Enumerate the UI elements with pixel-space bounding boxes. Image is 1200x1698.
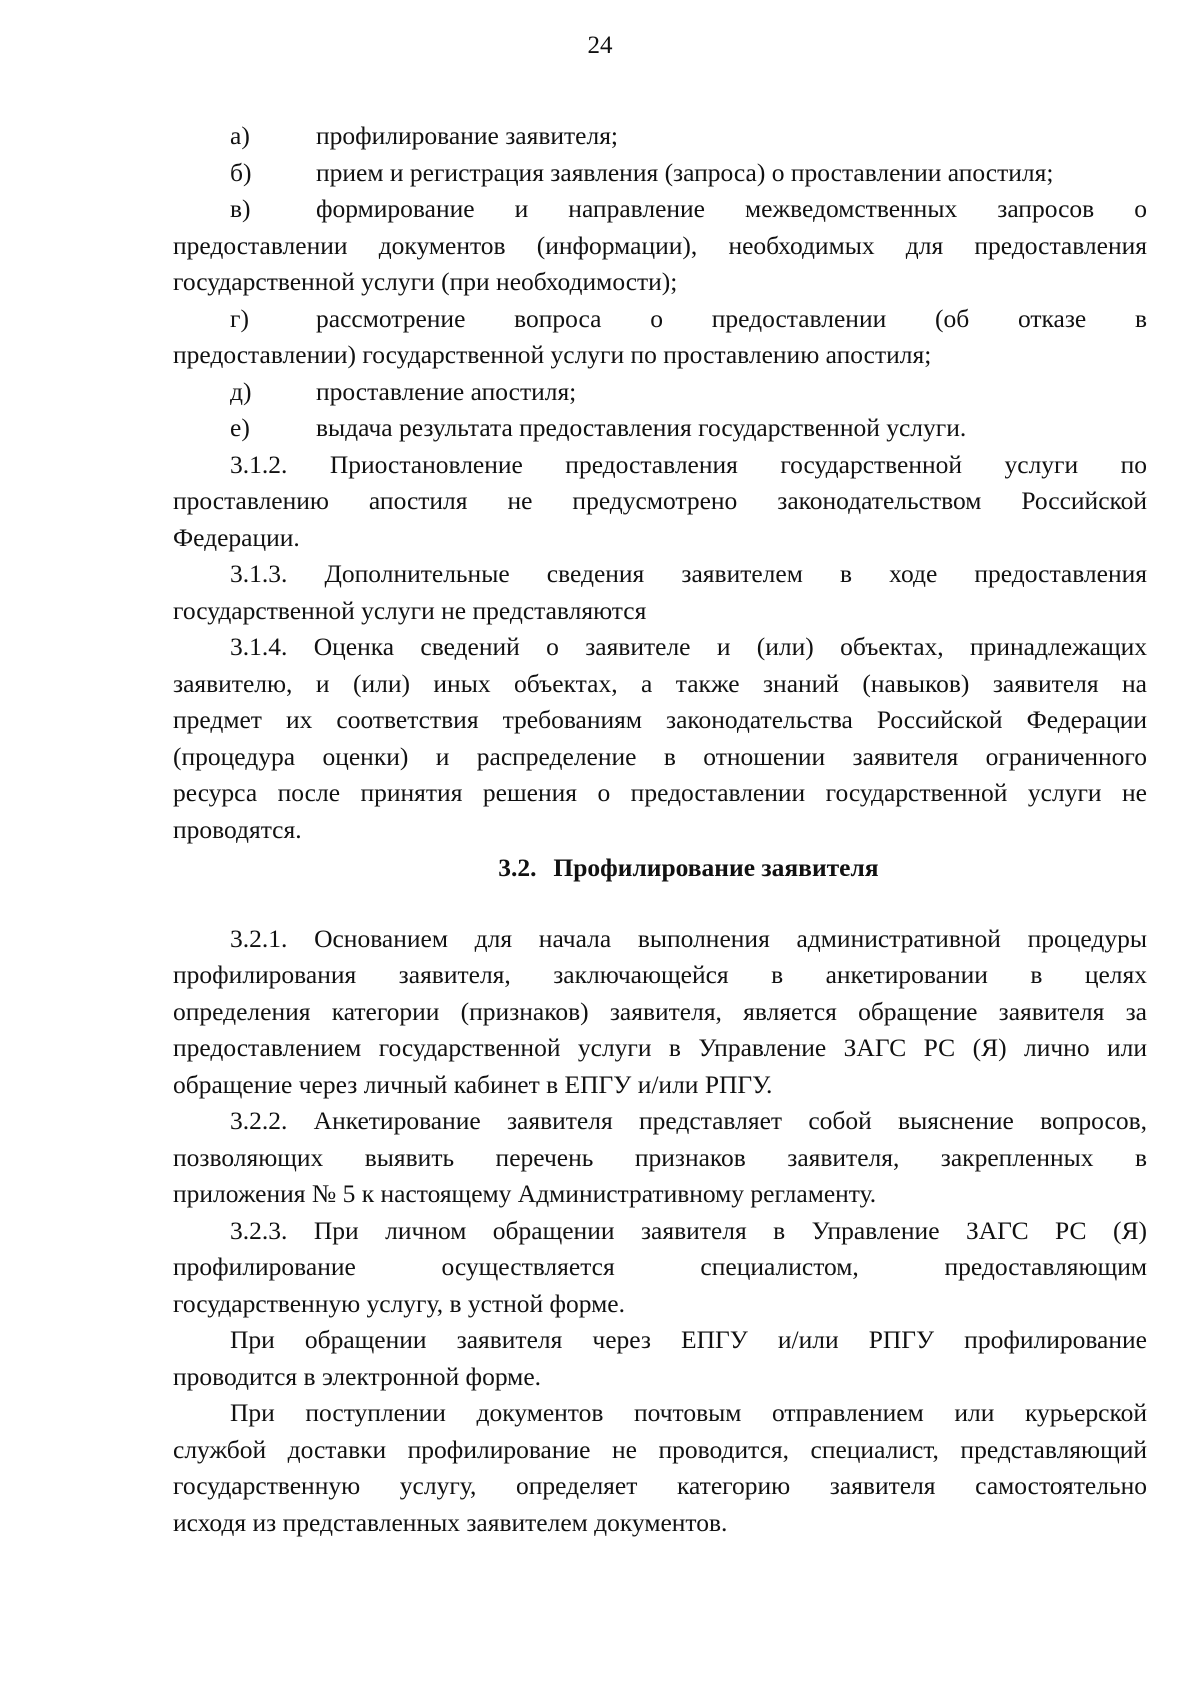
list-text: профилирование заявителя; [316,121,619,150]
text-line: проставлению апостиля не предусмотрено законодательством Российской [173,486,1147,515]
text-line: проводится в электронной форме. [173,1361,542,1391]
text-line: ресурса после принятия решения о предоставлении государственной услуги не [173,778,1147,807]
text-line: государственной услуги (при необходимости); [173,267,678,296]
list-marker: а) [230,121,250,150]
text-line: государственную услугу, определяет категорию заявителя самостоятельно [173,1471,1147,1500]
text-line: предоставлении документов (информации), необходимых для предоставления [173,230,1147,260]
paragraph-postal: При поступлении документов почтовым отправлением или курьерской [230,1398,1147,1427]
page-number: 24 [587,32,613,59]
list-item-d [173,374,1147,411]
list-item-e [173,410,1147,447]
paragraph-3-2-3: 3.2.3. При личном обращении заявителя в Управление ЗАГС РС (Я) [230,1215,1147,1245]
list-marker: б) [230,157,252,187]
paragraph-3-1-3: 3.1.3. Дополнительные сведения заявителем в ходе предоставления [230,559,1147,588]
text-line: предоставлении) государственной услуги по проставлению апостиля; [173,340,932,369]
text-line: исходя из представленных заявителем документов. [173,1507,728,1537]
section-title: Профилирование заявителя [553,853,879,882]
text-line: заявителю, и (или) иных объектах, а также знаний (навыков) заявителя на [173,668,1147,698]
list-text: прием и регистрация заявления (запроса) о проставлении апостиля; [316,157,1054,187]
list-text: проставление апостиля; [316,376,577,406]
list-marker: в) [230,194,251,223]
paragraph-epgu: При обращении заявителя через ЕПГУ и/или РПГУ профилирование [230,1325,1147,1354]
section-heading [173,850,1147,887]
text-line: государственную услугу, в устной форме. [173,1288,625,1318]
text-line: проводятся. [173,814,302,844]
text-line: службой доставки профилирование не проводится, специалист, представляющий [173,1434,1147,1464]
text-line: государственной услуги не представляются [173,595,647,625]
document-body [173,118,1147,1541]
text-line: Федерации. [173,522,300,552]
text-line: профилирования заявителя, заключающейся в анкетировании в целях [173,960,1147,989]
list-text: выдача результата предоставления государственной услуги. [316,413,967,442]
text-line: (процедура оценки) и распределение в отношении заявителя ограниченного [173,741,1147,771]
text-line: предмет их соответствия требованиям законодательства Российской Федерации [173,705,1147,734]
list-text: рассмотрение вопроса о предоставлении (об отказе в [316,303,1147,333]
list-marker: е) [230,413,250,442]
list-item-v [173,191,1147,228]
list-marker: д) [230,376,252,406]
list-marker: г) [230,303,249,333]
list-item-b [173,155,1147,192]
list-item-a [173,118,1147,155]
paragraph-3-1-2: 3.1.2. Приостановление предоставления государственной услуги по [230,449,1147,479]
text-line: определения категории (признаков) заявителя, является обращение заявителя за [173,996,1147,1026]
text-line: предоставлением государственной услуги в Управление ЗАГС РС (Я) лично или [173,1033,1147,1062]
text-line: профилирование осуществляется специалистом, предоставляющим [173,1252,1147,1281]
list-text: формирование и направление межведомственных запросов о [316,194,1147,223]
paragraph-3-2-1: 3.2.1. Основанием для начала выполнения административной процедуры [230,923,1147,953]
list-item-g [173,301,1147,338]
paragraph-3-2-2: 3.2.2. Анкетирование заявителя представляет собой выяснение вопросов, [230,1106,1147,1135]
section-number: 3.2. [498,853,537,882]
paragraph-3-1-4: 3.1.4. Оценка сведений о заявителе и (или) объектах, принадлежащих [230,632,1147,661]
text-line: приложения № 5 к настоящему Административному регламенту. [173,1179,877,1208]
text-line: обращение через личный кабинет в ЕПГУ и/или РПГУ. [173,1069,773,1099]
text-line: позволяющих выявить перечень признаков заявителя, закрепленных в [173,1142,1147,1172]
